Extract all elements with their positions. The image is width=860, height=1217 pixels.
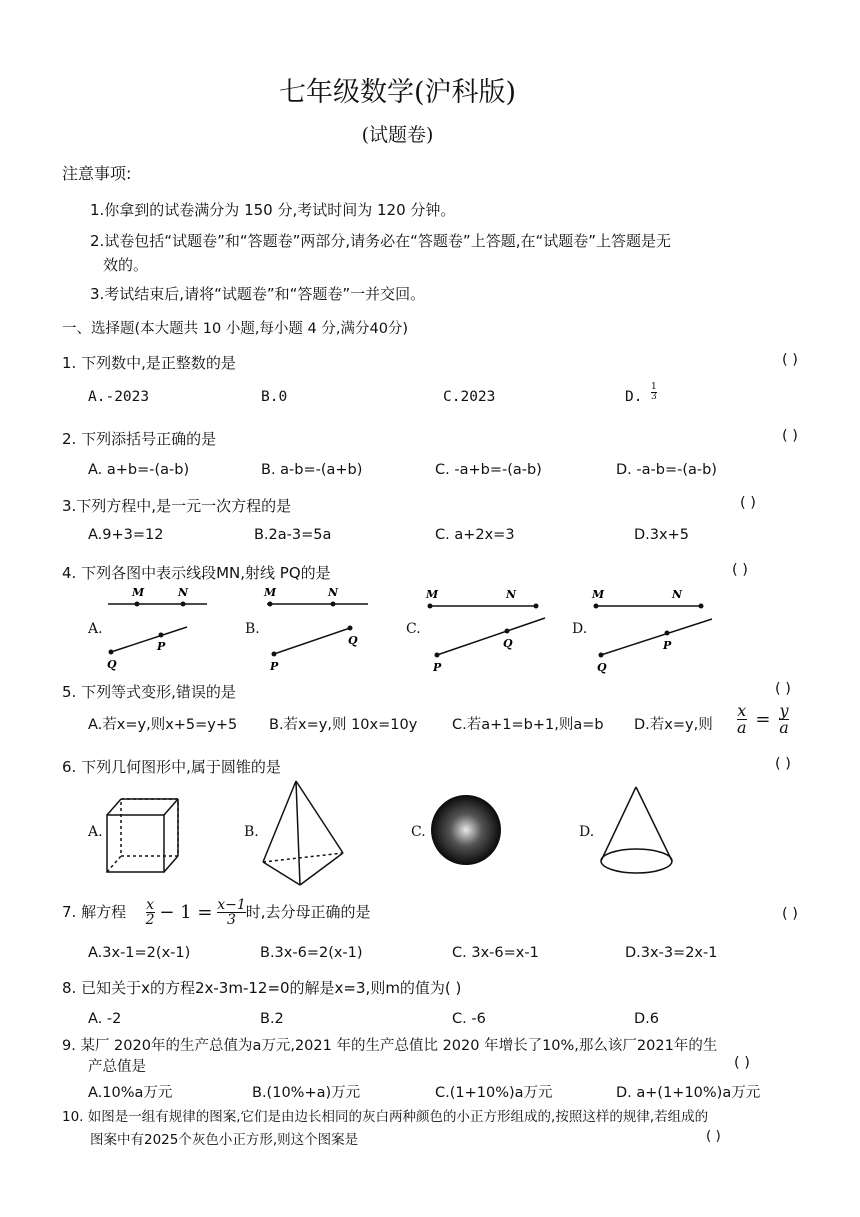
option-a: A.3x-1=2(x-1) bbox=[88, 945, 191, 961]
point-label: M bbox=[264, 586, 277, 599]
point-label: M bbox=[132, 586, 145, 599]
option-a: A. a+b=-(a-b) bbox=[88, 462, 190, 478]
section-heading: 一、选择题(本大题共 10 小题,每小题 4 分,满分40分) bbox=[62, 321, 409, 337]
question-stem: 4. 下列各图中表示线段MN,射线 PQ的是 bbox=[62, 564, 331, 582]
denominator: 3 bbox=[227, 912, 236, 928]
option-a: A. bbox=[88, 621, 103, 637]
figure-a bbox=[107, 586, 207, 671]
option-b: B. a-b=-(a+b) bbox=[261, 462, 363, 478]
option-d: D. bbox=[572, 621, 588, 637]
answer-paren: ( ) bbox=[706, 1128, 721, 1144]
option-c: C.若a+1=b+1,则a=b bbox=[452, 717, 604, 733]
question-stem-continued: 产总值是 bbox=[88, 1059, 146, 1075]
cube-icon bbox=[107, 799, 178, 872]
point-label: M bbox=[426, 588, 439, 601]
question-stem: 3.下列方程中,是一元一次方程的是 bbox=[62, 497, 292, 515]
fraction bbox=[146, 898, 155, 927]
line-figures bbox=[0, 580, 860, 680]
denominator: a bbox=[737, 718, 747, 737]
page-title: 七年级数学(沪科版) bbox=[278, 77, 517, 108]
answer-paren: ( ) bbox=[740, 495, 756, 511]
answer-paren: ( ) bbox=[732, 562, 748, 578]
option-a: A.10%a万元 bbox=[88, 1085, 173, 1101]
point-label: N bbox=[672, 588, 683, 601]
option-b: B.0 bbox=[261, 389, 288, 405]
option-d: D. bbox=[625, 389, 643, 405]
option-d: D.3x-3=2x-1 bbox=[625, 945, 718, 961]
option-a: A.9+3=12 bbox=[88, 527, 164, 543]
page-subtitle: (试题卷) bbox=[361, 124, 434, 146]
option-d: D.若x=y,则 bbox=[634, 717, 713, 733]
denominator: 2 bbox=[145, 912, 155, 928]
question-stem bbox=[62, 898, 371, 927]
option-c: C. -a+b=-(a-b) bbox=[435, 462, 542, 478]
option-c: C. -6 bbox=[452, 1011, 486, 1027]
math-operator: − 1 = bbox=[159, 902, 213, 923]
pyramid-icon bbox=[263, 781, 343, 885]
figure-c bbox=[425, 588, 545, 674]
option-b: B.(10%+a)万元 bbox=[252, 1085, 361, 1101]
fraction bbox=[217, 898, 246, 927]
note-item: 3.考试结束后,请将“试题卷”和“答题卷”一并交回。 bbox=[90, 285, 426, 303]
option-a: A. bbox=[88, 824, 103, 840]
numerator: 1 bbox=[651, 382, 657, 392]
question-stem: 1. 下列数中,是正整数的是 bbox=[62, 354, 236, 372]
cone-icon bbox=[601, 787, 672, 873]
option-d: D. a+(1+10%)a万元 bbox=[616, 1085, 761, 1101]
note-item: 2.试卷包括“试题卷”和“答题卷”两部分,请务必在“答题卷”上答题,在“试题卷”上答题是无 bbox=[90, 232, 672, 250]
point-label: Q bbox=[348, 634, 358, 647]
figure-b bbox=[263, 586, 368, 673]
option-c: C. 3x-6=x-1 bbox=[452, 945, 539, 961]
option-d: D. bbox=[579, 824, 595, 840]
denominator: 3 bbox=[651, 392, 657, 402]
numerator: y bbox=[779, 701, 789, 720]
answer-paren: ( ) bbox=[734, 1055, 750, 1071]
point-label: Q bbox=[107, 658, 117, 671]
question-stem: 6. 下列几何图形中,属于圆锥的是 bbox=[62, 758, 281, 776]
note-item: 效的。 bbox=[103, 256, 149, 274]
point-label: P bbox=[663, 639, 672, 652]
option-b: B.3x-6=2(x-1) bbox=[260, 945, 363, 961]
question-stem: 9. 某厂 2020年的生产总值为a万元,2021 年的生产总值比 2020 年增长了10%,那么该厂2021年的生 bbox=[62, 1038, 718, 1054]
note-item: 1.你拿到的试卷满分为 150 分,考试时间为 120 分钟。 bbox=[90, 201, 456, 219]
option-a: A. -2 bbox=[88, 1011, 122, 1027]
solid-figures bbox=[0, 775, 860, 895]
question-stem: 5. 下列等式变形,错误的是 bbox=[62, 683, 236, 701]
numerator: x bbox=[737, 701, 747, 720]
answer-paren: ( ) bbox=[782, 428, 798, 444]
option-c: C. bbox=[406, 621, 421, 637]
stem-prefix: 7. 解方程 bbox=[62, 903, 127, 921]
option-a: A.若x=y,则x+5=y+5 bbox=[88, 717, 238, 733]
answer-paren: ( ) bbox=[782, 352, 798, 368]
sphere-icon bbox=[431, 795, 501, 865]
numerator: x−1 bbox=[217, 897, 246, 913]
option-c: C. bbox=[411, 824, 426, 840]
option-d: D.3x+5 bbox=[634, 527, 689, 543]
question-stem: 10. 如图是一组有规律的图案,它们是由边长相同的灰白两种颜色的小正方形组成的,按照这样的规律,若组成的 bbox=[62, 1109, 709, 1125]
option-a: A.-2023 bbox=[88, 389, 150, 405]
point-label: N bbox=[178, 586, 189, 599]
option-c: C.(1+10%)a万元 bbox=[435, 1085, 553, 1101]
option-b: B. bbox=[244, 824, 259, 840]
numerator: x bbox=[146, 897, 155, 913]
question-stem-continued: 图案中有2025个灰色小正方形,则这个图案是 bbox=[90, 1132, 359, 1148]
option-d: D.6 bbox=[634, 1011, 659, 1027]
option-b: B.2 bbox=[260, 1011, 284, 1027]
point-label: P bbox=[433, 661, 442, 674]
question-stem: 2. 下列添括号正确的是 bbox=[62, 430, 217, 448]
option-c: C. a+2x=3 bbox=[435, 527, 515, 543]
option-b: B.若x=y,则 10x=10y bbox=[269, 717, 418, 733]
fraction-equation bbox=[737, 703, 789, 736]
point-label: N bbox=[328, 586, 339, 599]
notes-heading: 注意事项: bbox=[62, 164, 132, 183]
option-d: D. -a-b=-(a-b) bbox=[616, 462, 717, 478]
stem-suffix: 时,去分母正确的是 bbox=[245, 903, 371, 921]
option-b: B. bbox=[245, 621, 260, 637]
point-label: Q bbox=[597, 661, 607, 674]
answer-paren: ( ) bbox=[775, 681, 791, 697]
point-label: N bbox=[506, 588, 517, 601]
equals-sign: = bbox=[755, 709, 771, 730]
option-c: C.2023 bbox=[443, 389, 496, 405]
option-b: B.2a-3=5a bbox=[254, 527, 332, 543]
point-label: M bbox=[592, 588, 605, 601]
question-stem: 8. 已知关于x的方程2x-3m-12=0的解是x=3,则m的值为( ) bbox=[62, 979, 462, 997]
point-label: P bbox=[157, 640, 166, 653]
answer-paren: ( ) bbox=[782, 906, 798, 922]
point-label: P bbox=[270, 660, 279, 673]
point-label: Q bbox=[503, 637, 513, 650]
answer-paren: ( ) bbox=[775, 756, 791, 772]
figure-d bbox=[591, 588, 712, 674]
denominator: a bbox=[779, 718, 789, 737]
fraction bbox=[651, 383, 657, 402]
